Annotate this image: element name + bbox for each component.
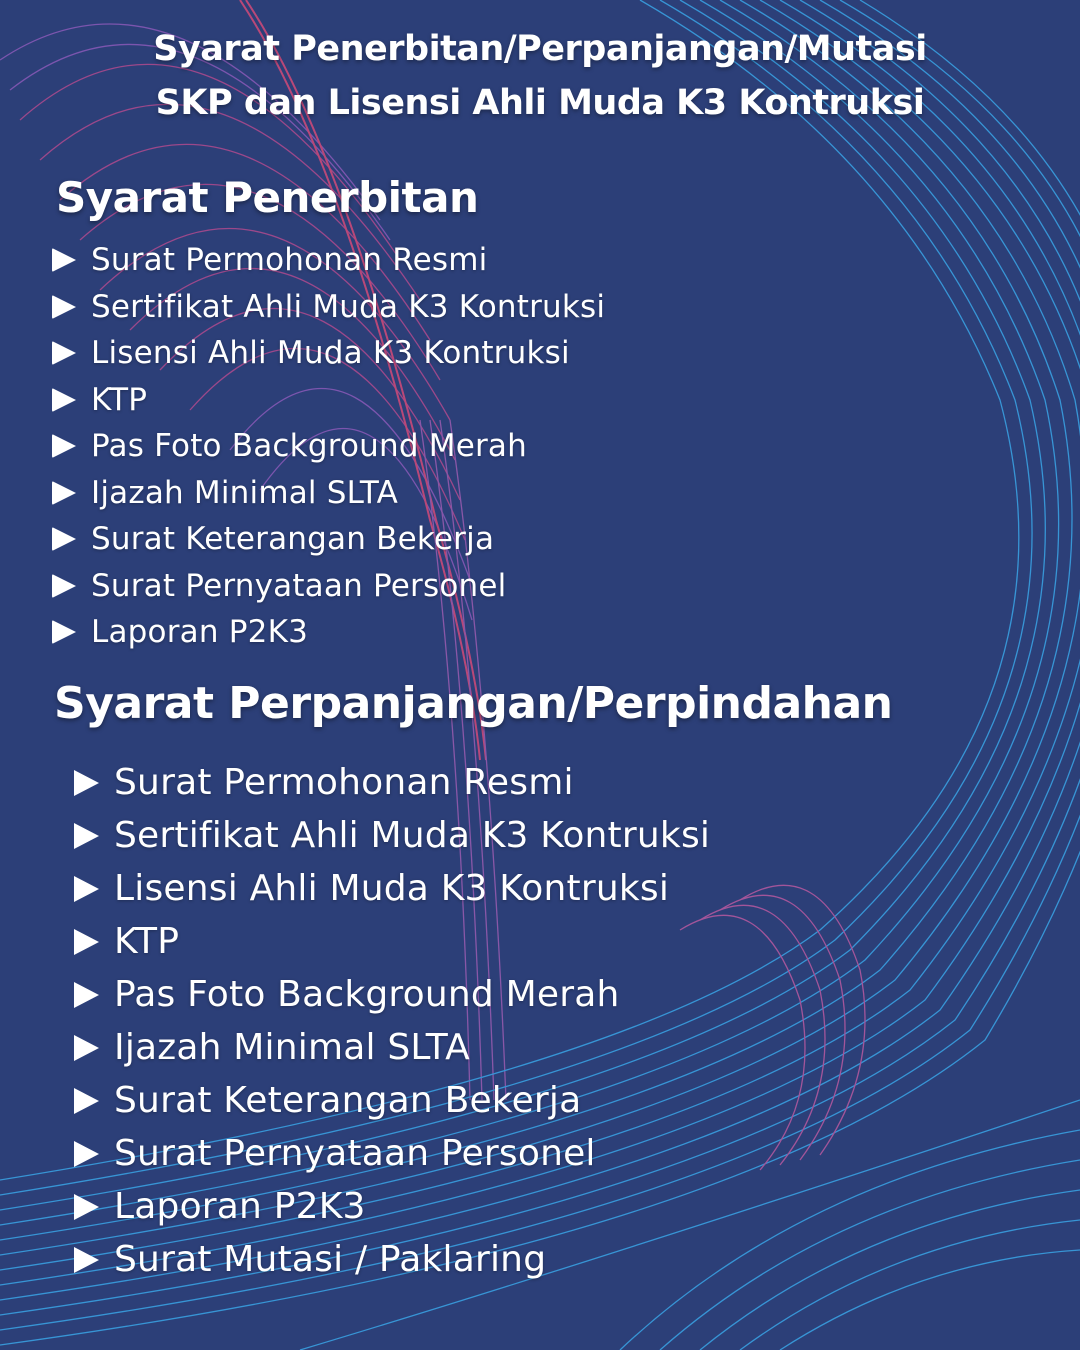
perpanjangan-requirements-list (74, 756, 710, 1286)
play-triangle-icon (74, 1247, 99, 1273)
play-triangle-icon (52, 527, 76, 551)
section-heading-perpanjangan: Syarat Perpanjangan/Perpindahan (54, 678, 893, 729)
list-item: Surat Pernyataan Personel (52, 563, 605, 610)
play-triangle-icon (74, 982, 99, 1008)
list-item: Laporan P2K3 (74, 1180, 710, 1233)
title-line-2: SKP dan Lisensi Ahli Muda K3 Kontruksi (155, 83, 925, 123)
list-item: Pas Foto Background Merah (52, 423, 605, 470)
play-triangle-icon (74, 770, 99, 796)
list-item: Ijazah Minimal SLTA (74, 1021, 710, 1074)
play-triangle-icon (52, 388, 76, 412)
title-line-1: Syarat Penerbitan/Perpanjangan/Mutasi (153, 29, 927, 69)
play-triangle-icon (52, 574, 76, 598)
list-item: Sertifikat Ahli Muda K3 Kontruksi (74, 809, 710, 862)
list-item: Surat Mutasi / Paklaring (74, 1233, 710, 1286)
play-triangle-icon (74, 823, 99, 849)
page-title (0, 22, 1080, 130)
list-item: Surat Permohonan Resmi (52, 237, 605, 284)
list-item: Lisensi Ahli Muda K3 Kontruksi (52, 330, 605, 377)
play-triangle-icon (74, 1035, 99, 1061)
play-triangle-icon (52, 295, 76, 319)
play-triangle-icon (74, 876, 99, 902)
list-item: Surat Permohonan Resmi (74, 756, 710, 809)
play-triangle-icon (52, 434, 76, 458)
list-item: Sertifikat Ahli Muda K3 Kontruksi (52, 284, 605, 331)
list-item: Laporan P2K3 (52, 609, 605, 656)
list-item: KTP (52, 377, 605, 424)
play-triangle-icon (52, 341, 76, 365)
play-triangle-icon (74, 929, 99, 955)
play-triangle-icon (74, 1194, 99, 1220)
list-item: Ijazah Minimal SLTA (52, 470, 605, 517)
list-item: Surat Pernyataan Personel (74, 1127, 710, 1180)
list-item: KTP (74, 915, 710, 968)
list-item: Surat Keterangan Bekerja (52, 516, 605, 563)
penerbitan-requirements-list (52, 237, 605, 656)
play-triangle-icon (74, 1141, 99, 1167)
list-item: Surat Keterangan Bekerja (74, 1074, 710, 1127)
play-triangle-icon (52, 481, 76, 505)
section-heading-penerbitan: Syarat Penerbitan (56, 173, 479, 222)
list-item: Lisensi Ahli Muda K3 Kontruksi (74, 862, 710, 915)
list-item: Pas Foto Background Merah (74, 968, 710, 1021)
play-triangle-icon (74, 1088, 99, 1114)
play-triangle-icon (52, 620, 76, 644)
play-triangle-icon (52, 248, 76, 272)
